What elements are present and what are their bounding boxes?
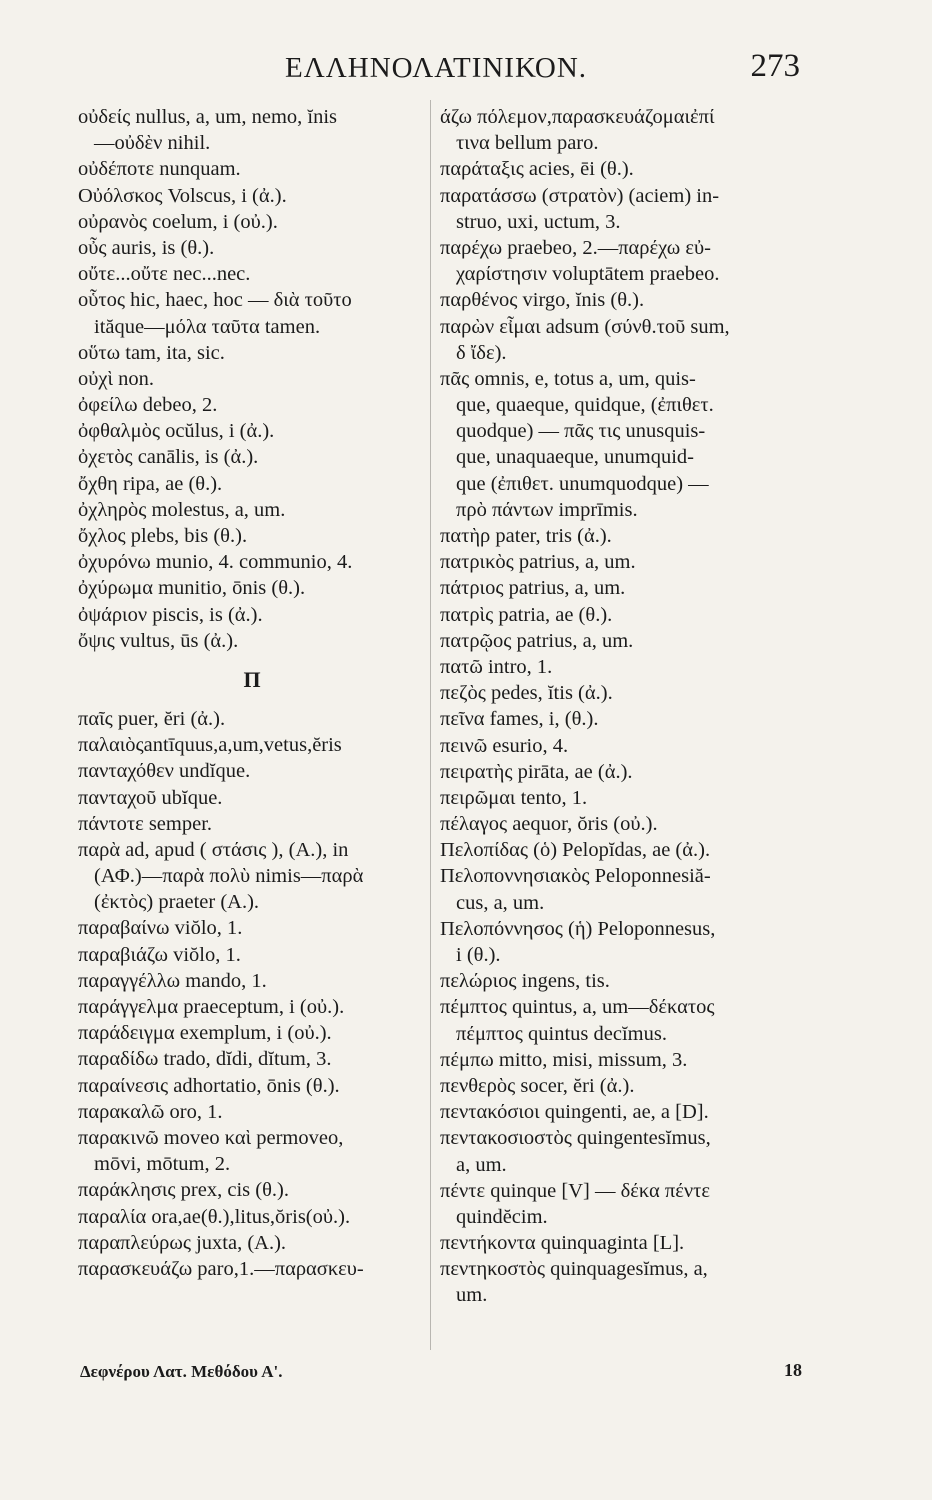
- entry-line: πατὴρ pater, tris (ἀ.).: [440, 525, 612, 547]
- entry-line: ὀχύρωμα munitio, ōnis (θ.).: [78, 577, 306, 600]
- entry-line: πάτριος patrius, a, um.: [440, 577, 626, 600]
- entry-line: ὄψις vultus, ūs (ἀ.).: [78, 629, 239, 652]
- entry-line: Πελοποννησιακὸς Peloponnesiă-: [440, 865, 711, 888]
- entry-line: Πελοπίδας (ὁ) Pelopĭdas, ae (ἀ.).: [440, 839, 711, 862]
- entry-line: πεινῶ esurio, 4.: [440, 734, 569, 757]
- entry-line: παραίνεσις adhortatio, ōnis (θ.).: [78, 1074, 340, 1097]
- left-column: [78, 104, 426, 1282]
- entry-line: χαρίστησιν voluptātem praebeo.: [456, 263, 720, 286]
- entry-line: que, quaeque, quidque, (ἐπιθετ.: [456, 394, 714, 417]
- entry-line: πατῶ intro, 1.: [440, 655, 553, 678]
- entry-line: παρὼν εἶμαι adsum (σύνθ.τοῦ sum,: [440, 315, 730, 338]
- entry-line: i (θ.).: [456, 944, 501, 966]
- page-header: [70, 48, 800, 88]
- entry-line: πέντε quinque [V] — δέκα πέντε: [440, 1179, 710, 1202]
- entry-line: πέμπω mitto, misi, missum, 3.: [440, 1048, 688, 1071]
- entry-line: πέλαγος aequor, ŏris (οὐ.).: [440, 813, 658, 836]
- signature-mark: 18: [784, 1360, 802, 1380]
- running-title: ΕΛΛΗΝΟΛΑΤΙΝΙΚΟΝ.: [285, 52, 588, 84]
- entry-line: οὗτος hic, haec, hoc — διὰ τοῦτο: [78, 289, 352, 312]
- entry-line: οὖς auris, is (θ.).: [78, 236, 215, 259]
- entry-line: (ἐκτὸς) praeter (Α.).: [94, 891, 260, 914]
- entry-line: παρακαλῶ oro, 1.: [78, 1100, 223, 1123]
- entry-line: οὐδείς nullus, a, um, nemo, ĭnis: [78, 106, 338, 128]
- entry-line: παρακινῶ moveo καὶ permoveo,: [78, 1126, 344, 1149]
- entry-line: παραγγέλλω mando, 1.: [78, 969, 267, 992]
- entry-line: ităque—μόλα ταῦτα tamen.: [94, 315, 321, 338]
- entry-line: πελώριος ingens, tis.: [440, 970, 610, 993]
- entry-line: que (ἐπιθετ. unumquodque) —: [456, 472, 709, 495]
- entry-line: παράγγελμα praeceptum, i (οὐ.).: [78, 996, 345, 1018]
- entry-line: que, unaquaeque, unumquid-: [456, 446, 694, 469]
- entry-line: Οὐόλσκος Volscus, i (ἀ.).: [78, 184, 287, 207]
- entry-line: πειρῶμαι tento, 1.: [440, 786, 588, 809]
- entry-line: παραδίδω trado, dĭdi, dĭtum, 3.: [78, 1048, 332, 1071]
- entry-line: οὐχὶ non.: [78, 367, 155, 390]
- entry-line: παρατάσσω (στρατὸν) (aciem) in-: [440, 184, 720, 207]
- entry-line: um.: [456, 1284, 488, 1307]
- publisher-line: Δεφνέρου Λατ. Μεθόδου Α'.: [80, 1362, 283, 1381]
- entry-line: πατρῷος patrius, a, um.: [440, 629, 634, 652]
- entry-line: παρέχω praebeo, 2.—παρέχω εὐ-: [440, 236, 711, 259]
- entry-line: cus, a, um.: [456, 891, 545, 914]
- entry-line: πατρικὸς patrius, a, um.: [440, 551, 636, 574]
- entry-line: παραλία ora,ae(θ.),litus,ŏris(οὐ.).: [78, 1205, 351, 1228]
- entry-line: πατρὶς patria, ae (θ.).: [440, 603, 613, 626]
- page-footer: [80, 1362, 810, 1392]
- entry-line: struo, uxi, uctum, 3.: [456, 210, 621, 233]
- entry-line: παῖς puer, ĕri (ἀ.).: [78, 707, 226, 730]
- entry-line: παλαιὸςantīquus,a,um,vetus,ĕris: [78, 734, 342, 757]
- entry-line: δ ἴδε).: [456, 341, 507, 364]
- entry-line: quindĕcim.: [456, 1205, 548, 1228]
- entry-line: παράδειγμα exemplum, i (οὐ.).: [78, 1022, 332, 1045]
- entry-line: πεντήκοντα quinquaginta [L].: [440, 1232, 685, 1255]
- right-column: [440, 104, 810, 1309]
- entry-line: άζω πόλεμον,παρασκευάζομαιἐπί: [440, 106, 715, 128]
- entry-line: ὄχλος plebs, bis (θ.).: [78, 525, 248, 547]
- entry-line: Πελοπόννησος (ἡ) Peloponnesus,: [440, 917, 716, 940]
- entry-line: πεζὸς pedes, ĭtis (ἀ.).: [440, 682, 613, 705]
- entry-line: ὄχθη ripa, ae (θ.).: [78, 472, 223, 495]
- entry-line: παρθένος virgo, ĭnis (θ.).: [440, 289, 645, 312]
- entry-line: πανταχόθεν undĭque.: [78, 760, 251, 783]
- entry-line: ὀφθαλμὸς ocŭlus, i (ἀ.).: [78, 420, 275, 443]
- entry-line: mōvi, mōtum, 2.: [94, 1153, 231, 1176]
- entry-line: πενθερὸς socer, ĕri (ἀ.).: [440, 1074, 635, 1097]
- entry-line: ὀχετὸς canālis, is (ἀ.).: [78, 446, 259, 469]
- entry-line: πεῖνα fames, i, (θ.).: [440, 708, 599, 731]
- entry-line: πάντοτε semper.: [78, 812, 213, 835]
- entry-line: πέμπτος quintus decĭmus.: [456, 1022, 667, 1045]
- entry-line: πανταχοῦ ubĭque.: [78, 786, 223, 809]
- entry-line: οὐρανὸς coelum, i (οὐ.).: [78, 210, 278, 233]
- entry-line: οὔτε...οὔτε nec...nec.: [78, 263, 251, 286]
- entry-line: quodque) — πᾶς τις unusquis-: [456, 420, 706, 443]
- entry-line: πεντακόσιοι quingenti, ae, a [D].: [440, 1101, 709, 1124]
- column-divider: [430, 100, 431, 1350]
- entry-line: παραπλεύρως juxta, (Α.).: [78, 1231, 287, 1254]
- entry-line: οὕτω tam, ita, sic.: [78, 341, 225, 364]
- entry-line: παραβαίνω viŏlo, 1.: [78, 917, 243, 940]
- entry-line: ὀψάριον piscis, is (ἀ.).: [78, 603, 263, 626]
- entry-line: τινα bellum paro.: [456, 132, 599, 155]
- page-number: 273: [750, 48, 800, 84]
- entry-line: —οὐδὲν nihil.: [94, 132, 211, 155]
- entry-line: πεντηκοστὸς quinquagesĭmus, a,: [440, 1258, 708, 1281]
- entry-line: ὀφείλω debeo, 2.: [78, 394, 218, 417]
- entry-line: πειρατὴς pirāta, ae (ἀ.).: [440, 760, 633, 783]
- entry-line: (ΑΦ.)—παρὰ πολὺ nimis—παρὰ: [94, 865, 364, 888]
- entry-line: πεντακοσιοστὸς quingentesĭmus,: [440, 1127, 711, 1150]
- entry-line: πρὸ πάντων imprīmis.: [456, 498, 638, 521]
- entry-line: ὀχληρὸς molestus, a, um.: [78, 498, 286, 521]
- entry-line: παράταξις acies, ēi (θ.).: [440, 158, 634, 181]
- section-letter: Π: [243, 666, 261, 692]
- entry-line: παρασκευάζω paro,1.—παρασκευ-: [78, 1257, 364, 1280]
- entry-line: ὀχυρόνω munio, 4. communio, 4.: [78, 551, 353, 574]
- entry-line: οὐδέποτε nunquam.: [78, 158, 241, 181]
- entry-line: παραβιάζω viŏlo, 1.: [78, 943, 241, 966]
- entry-line: παρὰ ad, apud ( στάσις ), (Α.), in: [78, 838, 349, 861]
- entry-line: a, um.: [456, 1153, 507, 1176]
- entry-line: πέμπτος quintus, a, um—δέκατος: [440, 996, 715, 1019]
- entry-line: παράκλησις prex, cis (θ.).: [78, 1179, 289, 1202]
- entry-line: πᾶς omnis, e, totus a, um, quis-: [440, 367, 696, 390]
